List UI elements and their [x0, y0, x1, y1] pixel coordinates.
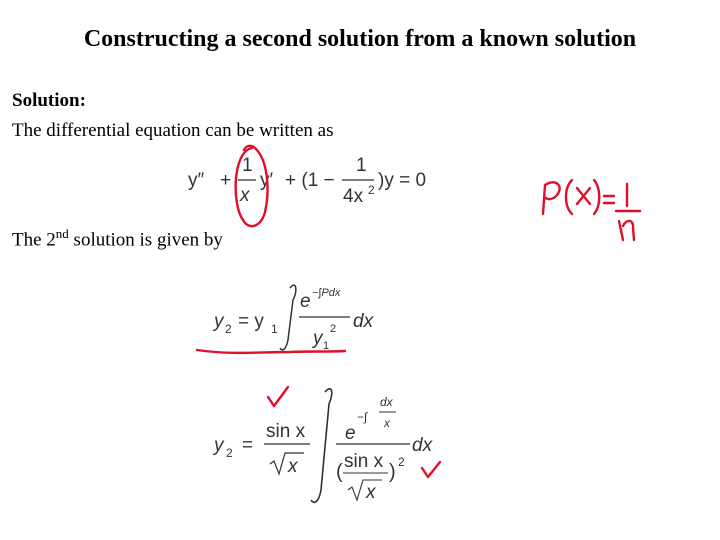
eq2-eq-sub: 1 [271, 322, 278, 336]
solution-label: Solution: [12, 90, 86, 111]
eq3-sqrt-sign-2 [348, 480, 382, 500]
eq1-den2: 4x [343, 186, 364, 207]
eq2-eq: = y [238, 311, 264, 332]
note-letter-x [577, 188, 590, 204]
eq2-num-exp: −∫Pdx [312, 287, 341, 299]
eq3-sqrt-x: x [288, 456, 298, 477]
eq3-exp-num: dx [380, 395, 393, 409]
line2-ordinal-num: 2 [46, 229, 56, 251]
eq3-eq: = [242, 435, 254, 456]
eq2-lhs: y [214, 311, 224, 332]
eq2-integral-sign [280, 285, 296, 350]
slide-title: Constructing a second solution from a known solution [83, 26, 637, 52]
eq2-den-y: y [313, 328, 323, 349]
check-mark-1 [268, 387, 288, 406]
line2-prefix: The [12, 229, 47, 251]
equation-2 [212, 285, 375, 352]
eq1-den2-exp: 2 [368, 183, 375, 197]
note-denominator [619, 221, 634, 240]
eq2-num-e: e [300, 291, 311, 312]
eq3-exp-den: x [384, 416, 390, 430]
eq1-num1: 1 [242, 155, 253, 176]
eq3-den-close: ) [389, 461, 396, 483]
eq3-integral-sign [311, 389, 332, 503]
eq3-exp-minus: −∫ [357, 410, 368, 424]
eq1-y-prime: y′ [260, 170, 274, 191]
eq1-den1: x [240, 185, 250, 206]
eq3-sqrt-sign-1 [270, 453, 304, 474]
equation-3 [212, 389, 434, 503]
eq3-num-e: e [345, 423, 356, 444]
note-equals [604, 196, 614, 203]
eq3-den-exp: 2 [398, 455, 405, 469]
note-close-paren [594, 180, 599, 214]
eq3-den-open: ( [336, 461, 343, 483]
eq2-den-sub: 1 [323, 340, 330, 352]
eq1-num2: 1 [356, 155, 367, 176]
note-open-paren [566, 180, 572, 214]
eq2-lhs-sub: 2 [225, 322, 232, 336]
text-line-1: The differential equation can be written as [12, 120, 334, 141]
eq1-plus-paren: + (1 − [285, 170, 335, 191]
note-letter-p [543, 182, 560, 214]
eq3-den-sqrt-x: x [366, 482, 376, 503]
eq1-plus: + [220, 170, 232, 191]
line2-ordinal-suffix: nd [55, 226, 69, 241]
eq3-dx: dx [412, 435, 433, 456]
underline-equation-2 [197, 350, 345, 353]
eq1-tail: )y = 0 [378, 170, 427, 191]
line2-rest: solution is given by [68, 229, 223, 251]
eq3-lhs-sub: 2 [226, 446, 233, 460]
equation-1 [188, 155, 426, 207]
eq3-den-sin: sin x [344, 451, 384, 472]
eq3-sin-num: sin x [266, 421, 306, 442]
eq3-lhs: y [214, 435, 224, 456]
eq2-dx: dx [353, 311, 374, 332]
eq1-y-double-prime: y″ [188, 170, 205, 191]
check-mark-2 [422, 462, 440, 477]
eq2-den-exp: 2 [330, 323, 337, 335]
